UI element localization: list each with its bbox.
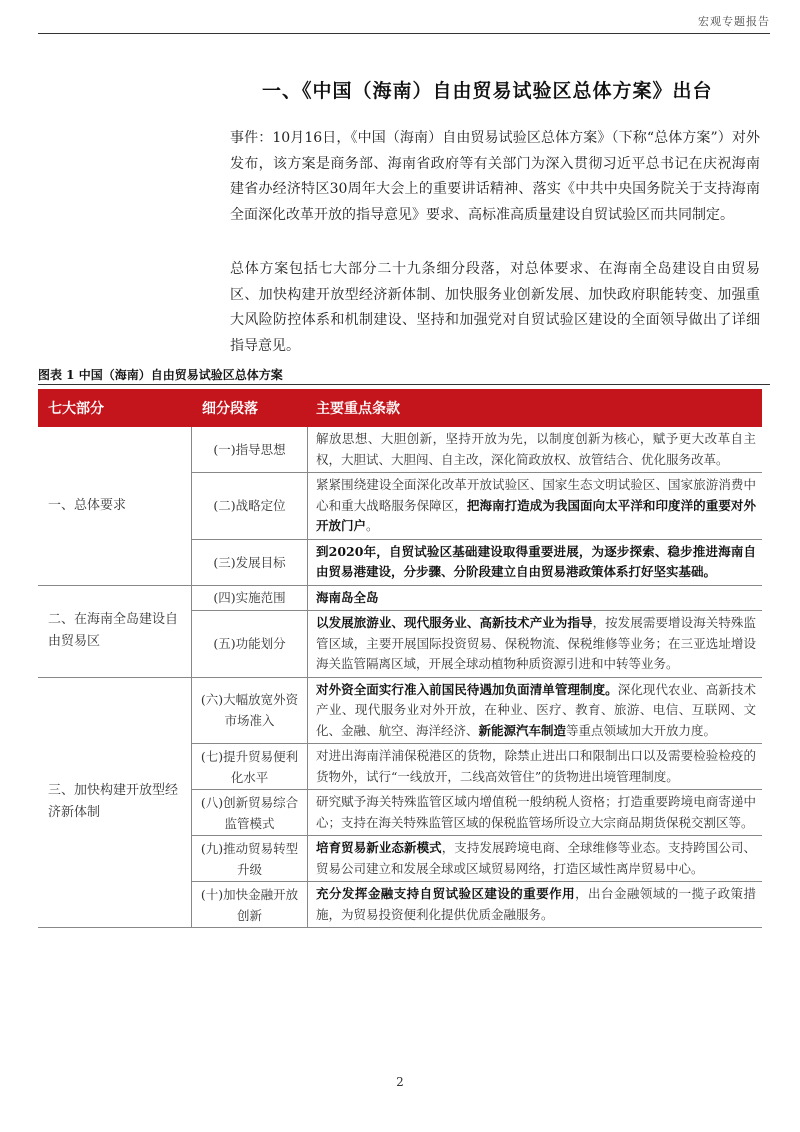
report-type-label: 宏观专题报告 — [698, 15, 770, 28]
subsection-label: (十)加快金融开放创新 — [192, 882, 308, 927]
clause-content: 培育贸易新业态新模式，支持发展跨境电商、全球维修等业态。支持跨国公司、贸易公司建立和发展全球或区域贸易网络，打造区域性离岸贸易中心。 — [316, 840, 756, 876]
clause-content: 研究赋予海关特殊监管区域内增值税一般纳税人资格；打造重要跨境电商寄递中心；支持在海关特殊监管区域的保税监管场所设立大宗商品期货保税交割区等。 — [316, 794, 756, 830]
clause-content: 解放思想、大胆创新，坚持开放为先，以制度创新为核心，赋予更大改革自主权，大胆试、大胆闯、自主改，深化简政放权、放管结合、优化服务改革。 — [316, 431, 756, 467]
table-header — [38, 389, 762, 427]
table-row — [192, 744, 762, 790]
header-section: 细分段落 — [202, 401, 258, 417]
header-part: 七大部分 — [48, 401, 104, 417]
table-row — [192, 611, 762, 677]
group-rows — [192, 678, 762, 928]
table-row — [192, 836, 762, 882]
table-row — [192, 540, 762, 585]
plan-table — [38, 389, 762, 928]
table-group — [38, 678, 762, 929]
figure-caption: 图表 1 中国（海南）自由贸易试验区总体方案 — [38, 368, 283, 382]
subsection-label: (六)大幅放宽外资市场准入 — [192, 678, 308, 744]
group-label: 三、加快构建开放型经济新体制 — [38, 678, 192, 928]
header-clauses: 主要重点条款 — [316, 401, 400, 417]
table-row — [192, 882, 762, 927]
subsection-label: (八)创新贸易综合监管模式 — [192, 790, 308, 835]
subsection-label: (七)提升贸易便利化水平 — [192, 744, 308, 789]
table-row — [192, 586, 762, 612]
group-label: 二、在海南全岛建设自由贸易区 — [38, 586, 192, 677]
group-label: 一、总体要求 — [38, 427, 192, 585]
header-divider — [38, 33, 770, 34]
clause-content: 到2020年，自贸试验区基础建设取得重要进展，为逐步探索、稳步推进海南自由贸易港建设，分步骤、分阶段建立自由贸易港政策体系打好坚实基础。 — [316, 543, 756, 579]
table-row — [192, 678, 762, 745]
table-row — [192, 790, 762, 836]
subsection-label: (四)实施范围 — [192, 586, 308, 611]
group-rows — [192, 427, 762, 585]
subsection-label: (一)指导思想 — [192, 427, 308, 472]
clause-content: 海南岛全岛 — [316, 589, 379, 605]
clause-content: 对进出海南洋浦保税港区的货物，除禁止进出口和限制出口以及需要检验检疫的货物外，试行“一线放开，二线高效管住”的货物进出境管理制度。 — [316, 748, 756, 784]
clause-content: 紧紧围绕建设全面深化改革开放试验区、国家生态文明试验区、国家旅游消费中心和重大战略服务保障区，把海南打造成为我国面向太平洋和印度洋的重要对外开放门户。 — [316, 477, 756, 533]
paragraph-event: 事件：10月16日，《中国（海南）自由贸易试验区总体方案》（下称“总体方案”）对外发布，该方案是商务部、海南省政府等有关部门为深入贯彻习近平总书记在庆祝海南建省办经济特区30周年大会上的重要讲话精神、落实《中共中央国务院关于支持海南全面深化改革开放的指导意见》要求、高标准高质量建设自贸试验区而共同制定。 — [230, 130, 760, 223]
table-group — [38, 586, 762, 678]
table-row — [192, 473, 762, 540]
table-body — [38, 427, 762, 928]
table-row — [192, 427, 762, 473]
group-rows — [192, 586, 762, 677]
page-number: 2 — [396, 1075, 404, 1089]
section-title: 一、《中国（海南）自由贸易试验区总体方案》出台 — [262, 80, 713, 102]
paragraph-overview: 总体方案包括七大部分二十九条细分段落，对总体要求、在海南全岛建设自由贸易区、加快构建开放型经济新体制、加快服务业创新发展、加快政府职能转变、加强重大风险防控体系和机制建设、坚持和加强党对自贸试验区建设的全面领导做出了详细指导意见。 — [230, 261, 760, 354]
subsection-label: (三)发展目标 — [192, 540, 308, 585]
clause-content: 以发展旅游业、现代服务业、高新技术产业为指导，按发展需要增设海关特殊监管区域，主要开展国际投资贸易、保税物流、保税维修等业务；在三亚选址增设海关监管隔离区域，开展全球动植物种质资源引进和中转等业务。 — [316, 615, 756, 671]
table-group — [38, 427, 762, 586]
subsection-label: (九)推动贸易转型升级 — [192, 836, 308, 881]
figure-divider — [38, 384, 770, 385]
subsection-label: (五)功能划分 — [192, 611, 308, 677]
subsection-label: (二)战略定位 — [192, 473, 308, 539]
clause-content: 充分发挥金融支持自贸试验区建设的重要作用，出台金融领域的一揽子政策措施，为贸易投资便利化提供优质金融服务。 — [316, 886, 756, 922]
clause-content: 对外资全面实行准入前国民待遇加负面清单管理制度。深化现代农业、高新技术产业、现代服务业对外开放，在种业、医疗、教育、旅游、电信、互联网、文化、金融、航空、海洋经济、新能源汽车制造等重点领域加大开放力度。 — [316, 681, 756, 738]
